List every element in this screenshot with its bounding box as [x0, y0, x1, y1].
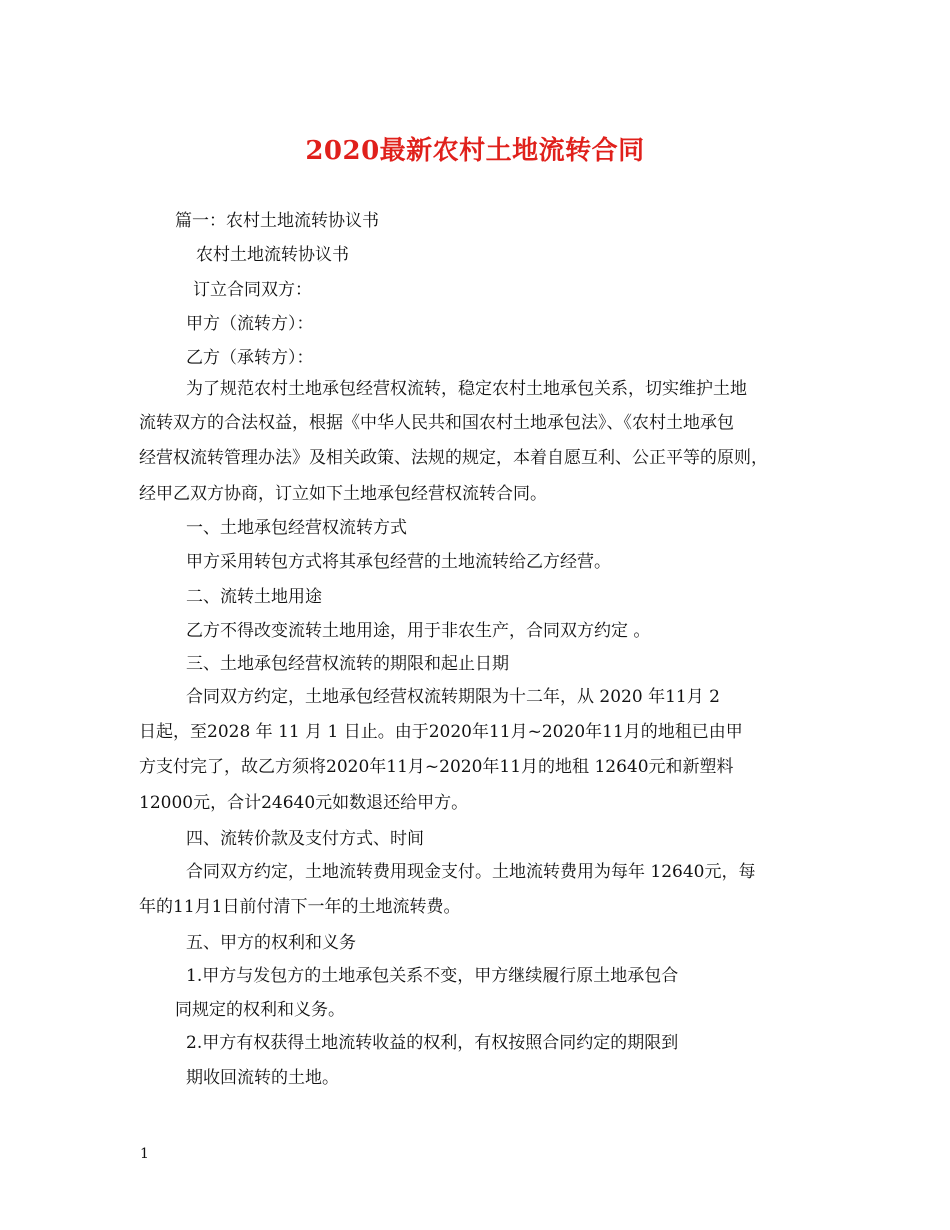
paragraph-line: 合同双方约定，土地承包经营权流转期限为十二年，从 2020 年11月 2 — [186, 687, 720, 707]
clause-heading: 三、土地承包经营权流转的期限和起止日期 — [186, 654, 509, 674]
page-number: 1 — [140, 1146, 149, 1162]
document-title: 2020最新农村土地流转合同 — [305, 136, 645, 166]
paragraph-line: 为了规范农村土地承包经营权流转，稳定农村土地承包关系，切实维护土地 — [186, 379, 747, 399]
paragraph-line: 甲方采用转包方式将其承包经营的土地流转给乙方经营。 — [186, 552, 611, 572]
paragraph-line: 经甲乙双方协商，订立如下土地承包经营权流转合同。 — [139, 484, 547, 504]
agreement-name: 农村土地流转协议书 — [196, 245, 349, 265]
paragraph-line: 2.甲方有权获得土地流转收益的权利，有权按照合同约定的期限到 — [186, 1033, 679, 1053]
paragraph-line: 经营权流转管理办法》及相关政策、法规的规定，本着自愿互利、公正平等的原则， — [139, 448, 768, 468]
paragraph-line: 流转双方的合法权益，根据《中华人民共和国农村土地承包法》、《农村土地承包 — [139, 413, 734, 433]
party-b-label: 乙方（承转方）： — [186, 348, 314, 368]
paragraph-line: 日起，至2028 年 11 月 1 日止。由于2020年11月~2020年11月的地租已由甲 — [139, 722, 743, 742]
clause-heading: 四、流转价款及支付方式、时间 — [186, 829, 424, 849]
paragraph-line: 12000元，合计24640元如数退还给甲方。 — [139, 793, 469, 813]
parties-label: 订立合同双方： — [193, 280, 312, 300]
paragraph-line: 同规定的权利和义务。 — [175, 1000, 345, 1020]
paragraph-line: 方支付完了，故乙方须将2020年11月~2020年11月的地租 12640元和新塑料 — [139, 757, 734, 777]
clause-heading: 五、甲方的权利和义务 — [186, 933, 356, 953]
clause-heading: 二、流转土地用途 — [186, 587, 322, 607]
paragraph-line: 合同双方约定，土地流转费用现金支付。土地流转费用为每年 12640元，每 — [186, 862, 756, 882]
clause-heading: 一、土地承包经营权流转方式 — [186, 518, 407, 538]
section-heading: 篇一：农村土地流转协议书 — [175, 211, 379, 231]
paragraph-line: 年的11月1日前付清下一年的土地流转费。 — [139, 897, 461, 917]
paragraph-line: 乙方不得改变流转土地用途，用于非农生产，合同双方约定 。 — [186, 621, 651, 641]
paragraph-line: 1.甲方与发包方的土地承包关系不变，甲方继续履行原土地承包合 — [186, 966, 679, 986]
paragraph-line: 期收回流转的土地。 — [186, 1068, 339, 1088]
party-a-label: 甲方（流转方）： — [186, 314, 314, 334]
